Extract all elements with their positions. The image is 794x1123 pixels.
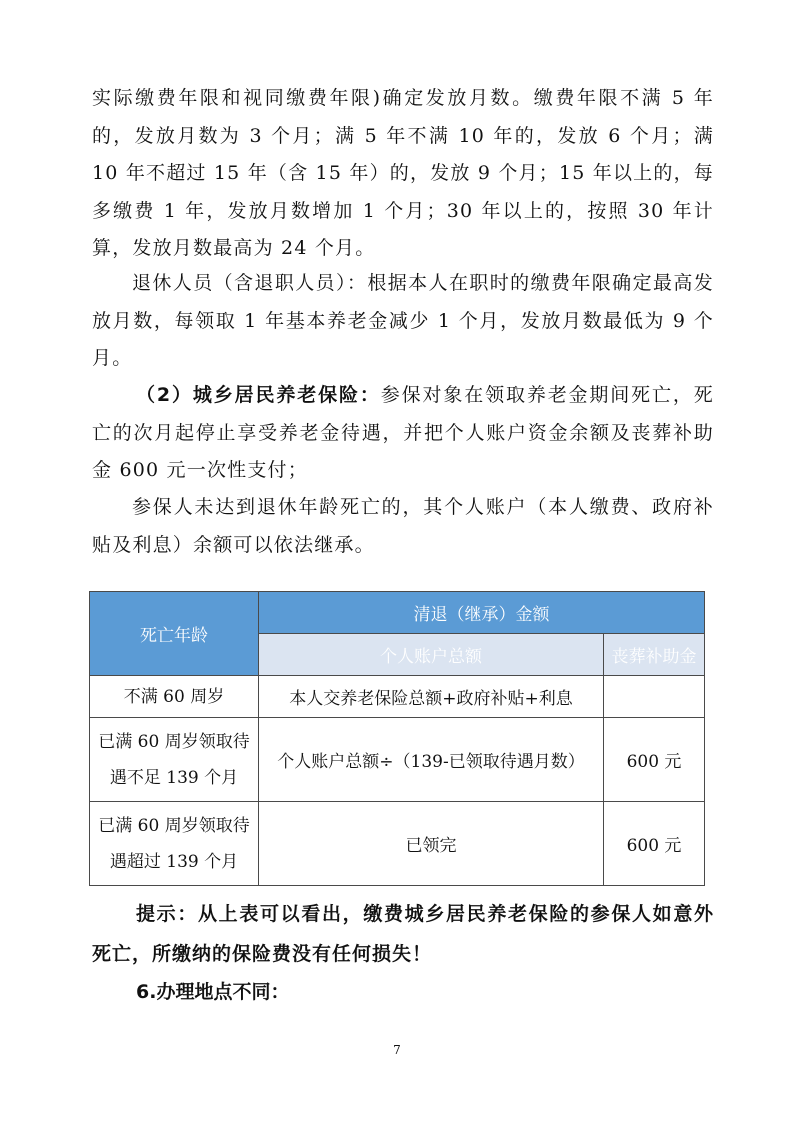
cell-age: 不满 60 周岁 (90, 676, 259, 718)
cell-account: 本人交养老保险总额+政府补贴+利息 (259, 676, 604, 718)
cell-account: 已领完 (259, 802, 604, 886)
tip-text: 提示：从上表可以看出，缴费城乡居民养老保险的参保人如意外死亡，所缴纳的保险费没有任何损失！ (92, 903, 714, 965)
table-row (90, 676, 705, 718)
paragraph-urban-rural-pension (92, 377, 714, 490)
header-refund-amount: 清退（继承）金额 (259, 592, 705, 634)
refund-table (89, 591, 705, 886)
section-heading: 6.办理地点不同： (136, 981, 290, 1003)
table-row (90, 718, 705, 802)
tip-note (92, 894, 714, 974)
cell-funeral: 600 元 (604, 718, 705, 802)
paragraph-payment-months: 实际缴费年限和视同缴费年限)确定发放月数。缴费年限不满 5 年的，发放月数为 3 个月；满 5 年不满 10 年的，发放 6 个月；满 10 年不超过 15 年（含 15 年）的，发放 9 个月；15 年以上的，每多缴费 1 年，发放月数增加 1 个月；30 年以上的，按照 30 年计算，发放月数最高为 24 个月。 (92, 87, 714, 259)
paragraph-body: 参保对象在领取养老金期间死亡，死亡的次月起停止享受养老金待遇，并把个人账户资金余额及丧葬补助金 600 元一次性支付； (92, 384, 714, 481)
table-row (90, 802, 705, 886)
page-number: 7 (393, 1043, 401, 1057)
table-header-row (90, 592, 705, 634)
cell-age: 已满 60 周岁领取待遇超过 139 个月 (90, 802, 259, 886)
cell-account: 个人账户总额÷（139-已领取待遇月数） (259, 718, 604, 802)
paragraph-retirees: 退休人员（含退职人员）：根据本人在职时的缴费年限确定最高发放月数，每领取 1 年基本养老金减少 1 个月，发放月数最低为 9 个月。 (92, 272, 714, 369)
header-death-age: 死亡年龄 (90, 592, 259, 676)
cell-funeral: 600 元 (604, 802, 705, 886)
paragraph-inheritance: 参保人未达到退休年龄死亡的，其个人账户（本人缴费、政府补贴及利息）余额可以依法继承。 (92, 496, 714, 556)
cell-age: 已满 60 周岁领取待遇不足 139 个月 (90, 718, 259, 802)
header-funeral-subsidy: 丧葬补助金 (604, 634, 705, 676)
header-account-total: 个人账户总额 (259, 634, 604, 676)
paragraph-lead-heading: （2）城乡居民养老保险： (136, 384, 381, 406)
cell-funeral (604, 676, 705, 718)
